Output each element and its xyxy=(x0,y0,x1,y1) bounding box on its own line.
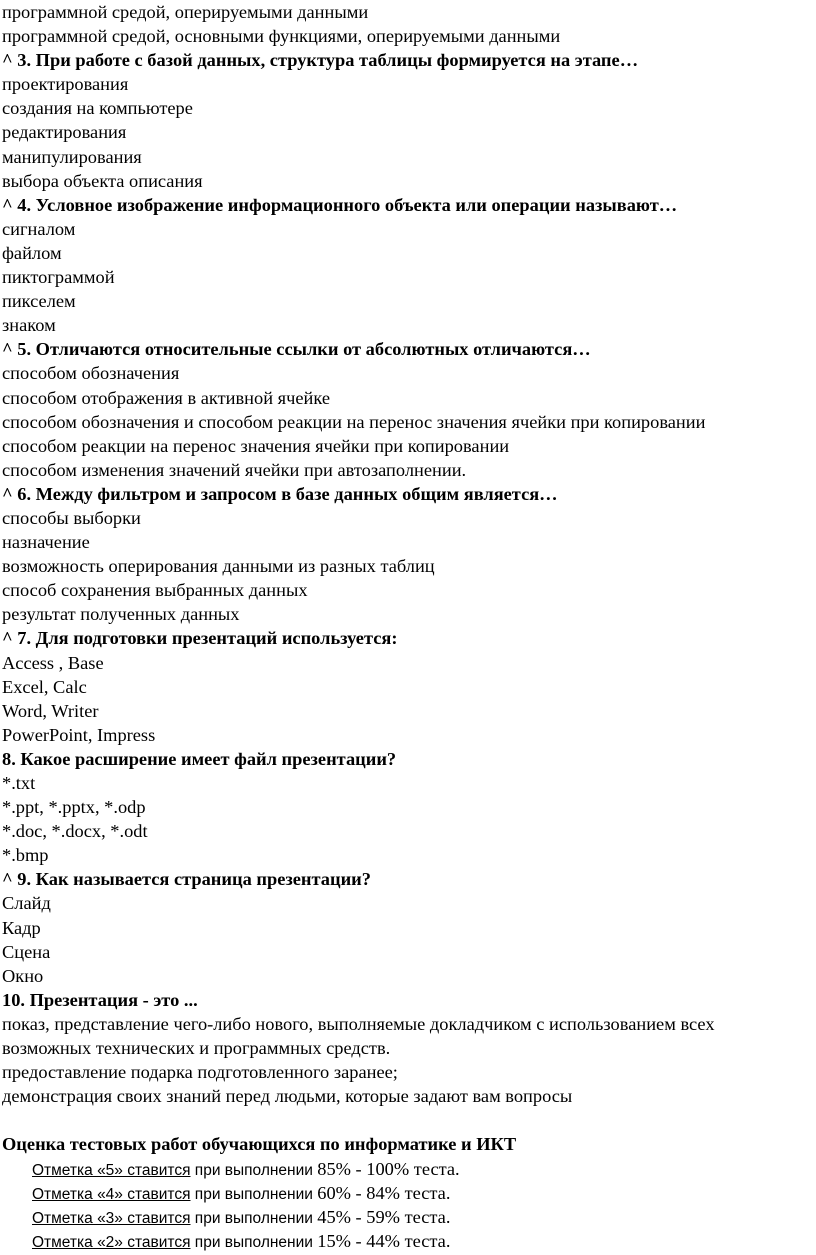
answer-option: Слайд xyxy=(2,893,51,914)
blank-line xyxy=(2,1108,816,1132)
answer-option: редактирования xyxy=(2,122,127,143)
answer-option: показ, представление чего-либо нового, выполняемые докладчиком с использованием всех xyxy=(2,1013,715,1034)
grade-label: Отметка «2» ставится xyxy=(32,1233,191,1251)
continuation-line: программной средой, основными функциями, оперируемыми данными xyxy=(2,26,561,47)
answer-option: возможность оперирования данными из разных таблиц xyxy=(2,556,435,577)
answer-option: возможных технических и программных средств. xyxy=(2,1038,391,1059)
answer-option: сигналом xyxy=(2,218,76,239)
answer-option: проектирования xyxy=(2,74,129,95)
grade-label: Отметка «3» ставится xyxy=(32,1209,191,1227)
answer-option: результат полученных данных xyxy=(2,604,240,625)
question-title: ^ 6. Между фильтром и запросом в базе данных общим является… xyxy=(2,483,558,504)
grade-label: Отметка «5» ставится xyxy=(32,1161,191,1179)
grading-row xyxy=(2,1205,816,1229)
answer-option: манипулирования xyxy=(2,146,142,167)
answer-option: пикселем xyxy=(2,291,76,312)
answer-option: выбора объекта описания xyxy=(2,170,203,191)
grade-condition: при выполнении xyxy=(190,1161,318,1179)
grade-condition: при выполнении xyxy=(190,1233,318,1251)
answer-option: Word, Writer xyxy=(2,700,99,721)
answer-option: способом изменения значений ячейки при автозаполнении. xyxy=(2,459,467,480)
question-title: ^ 4. Условное изображение информационного объекта или операции называют… xyxy=(2,194,678,215)
answer-option: знаком xyxy=(2,315,56,336)
answer-option: назначение xyxy=(2,532,90,553)
answer-option: способом отображения в активной ячейке xyxy=(2,387,331,408)
answer-option: файлом xyxy=(2,242,62,263)
answer-option: предоставление подарка подготовленного заранее; xyxy=(2,1062,398,1083)
answer-option: способы выборки xyxy=(2,507,141,528)
answer-option: Access , Base xyxy=(2,652,104,673)
answer-option: способом обозначения и способом реакции на перенос значения ячейки при копировании xyxy=(2,411,706,432)
grade-condition: при выполнении xyxy=(190,1185,318,1203)
question-title: ^ 3. При работе с базой данных, структура таблицы формируется на этапе… xyxy=(2,50,639,71)
answer-option: *.bmp xyxy=(2,845,49,866)
answer-option: *.ppt, *.pptx, *.odp xyxy=(2,797,146,818)
question-title: ^ 5. Отличаются относительные ссылки от абсолютных отличаются… xyxy=(2,339,591,360)
answer-option: Сцена xyxy=(2,941,51,962)
question-title: 8. Какое расширение имеет файл презентации? xyxy=(2,748,397,769)
grading-row xyxy=(2,1181,816,1205)
question-title: ^ 9. Как называется страница презентации? xyxy=(2,869,371,890)
answer-option: Окно xyxy=(2,965,44,986)
grading-row xyxy=(2,1229,816,1253)
answer-option: Кадр xyxy=(2,917,41,938)
answer-option: *.doc, *.docx, *.odt xyxy=(2,821,148,842)
grading-row xyxy=(2,1157,816,1181)
question-title: ^ 7. Для подготовки презентаций используется: xyxy=(2,628,398,649)
answer-option: способ сохранения выбранных данных xyxy=(2,580,308,601)
answer-option: PowerPoint, Impress xyxy=(2,724,156,745)
continuation-line: программной средой, оперируемыми данными xyxy=(2,2,369,22)
grade-condition: при выполнении xyxy=(190,1209,318,1227)
grade-label: Отметка «4» ставится xyxy=(32,1185,191,1203)
answer-option: способом реакции на перенос значения ячейки при копировании xyxy=(2,435,510,456)
grade-range: 15% - 44% теста. xyxy=(317,1230,451,1251)
answer-option: пиктограммой xyxy=(2,267,115,288)
answer-option: демонстрация своих знаний перед людьми, которые задают вам вопросы xyxy=(2,1086,573,1107)
grade-range: 45% - 59% теста. xyxy=(317,1206,451,1227)
answer-option: способом обозначения xyxy=(2,363,180,384)
grading-title: Оценка тестовых работ обучающихся по информатике и ИКТ xyxy=(2,1134,517,1155)
answer-option: *.txt xyxy=(2,773,36,793)
grade-range: 85% - 100% теста. xyxy=(317,1158,460,1179)
grade-range: 60% - 84% теста. xyxy=(317,1182,451,1203)
answer-option: Excel, Calc xyxy=(2,676,87,697)
question-title: 10. Презентация - это ... xyxy=(2,989,198,1010)
answer-option: создания на компьютере xyxy=(2,98,193,119)
